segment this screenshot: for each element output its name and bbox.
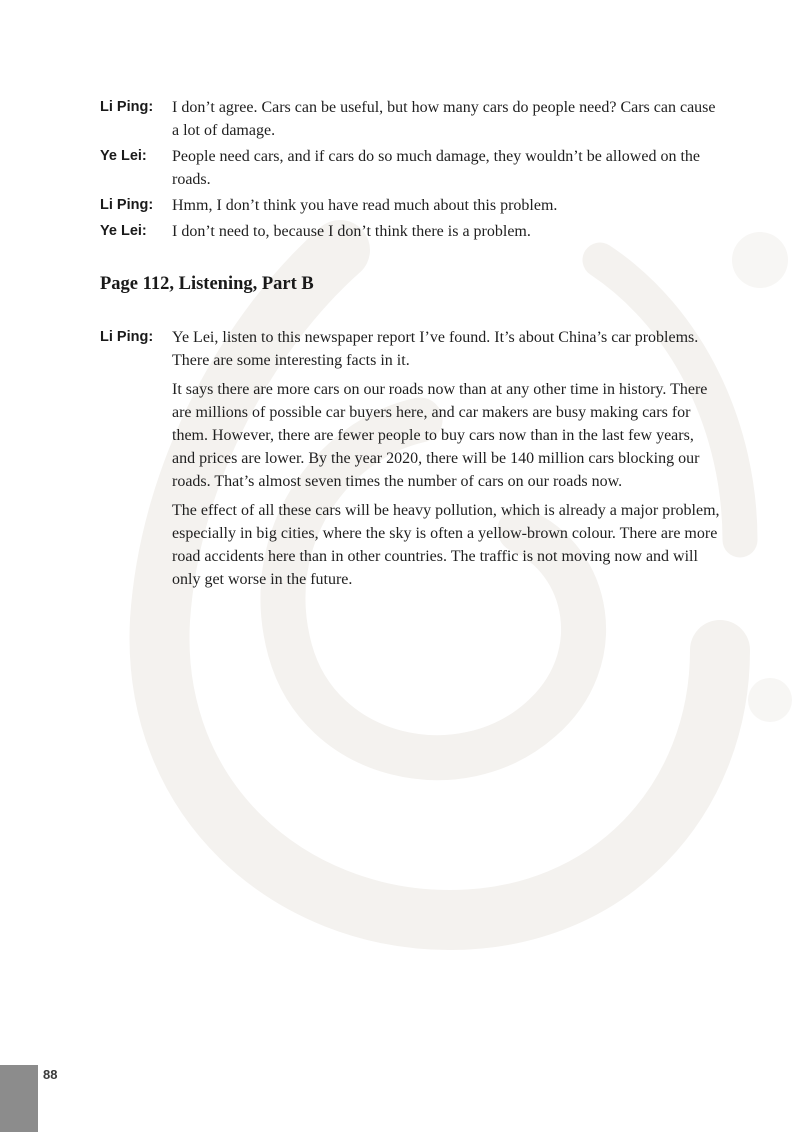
- dialogue-continuation: [100, 96, 720, 243]
- speaker-name: Li Ping:: [100, 197, 154, 213]
- speech-text: [172, 145, 720, 191]
- dialogue-turn: [100, 145, 720, 191]
- section-heading: Page 112, Listening, Part B: [100, 274, 314, 294]
- speaker-name: Li Ping:: [100, 99, 154, 115]
- speech-text: [172, 220, 720, 243]
- speech-paragraph: Ye Lei, listen to this newspaper report I’ve found. It’s about China’s car problems. There are some interesting facts in it.: [172, 329, 699, 369]
- dialogue-turn: [100, 96, 720, 142]
- speech-paragraph: It says there are more cars on our roads now than at any other time in history. There are millions of possible car buyers here, and car makers are busy making cars for them. However, there are fewer people to buy cars now than in the last few years, and prices are lower. By the year 2020, there will be 140 million cars blocking our roads. That’s almost seven times the number of cars on our roads now.: [172, 381, 708, 490]
- listening-part-b-dialogue: [100, 326, 720, 591]
- speech-paragraph: I don’t need to, because I don’t think there is a problem.: [172, 223, 531, 240]
- speech-paragraph: Hmm, I don’t think you have read much about this problem.: [172, 197, 558, 214]
- speech-text: [172, 326, 720, 591]
- page-number: 88: [43, 1067, 58, 1082]
- page-tab-marker: [0, 1065, 38, 1132]
- speech-text: [172, 96, 720, 142]
- dialogue-turn: [100, 220, 720, 243]
- dialogue-turn: [100, 326, 720, 591]
- speech-paragraph: I don’t agree. Cars can be useful, but how many cars do people need? Cars can cause a lot of damage.: [172, 99, 716, 139]
- dialogue-turn: [100, 194, 720, 217]
- speech-text: [172, 194, 720, 217]
- speech-paragraph: The effect of all these cars will be heavy pollution, which is already a major problem, especially in big cities, where the sky is often a yellow-brown colour. There are more road accidents here than in other countries. The traffic is not moving now and will only get worse in the future.: [172, 502, 720, 588]
- speaker-name: Ye Lei:: [100, 223, 147, 239]
- speech-paragraph: People need cars, and if cars do so much damage, they wouldn’t be allowed on the roads.: [172, 148, 700, 188]
- speaker-name: Li Ping:: [100, 329, 154, 345]
- speaker-name: Ye Lei:: [100, 148, 147, 164]
